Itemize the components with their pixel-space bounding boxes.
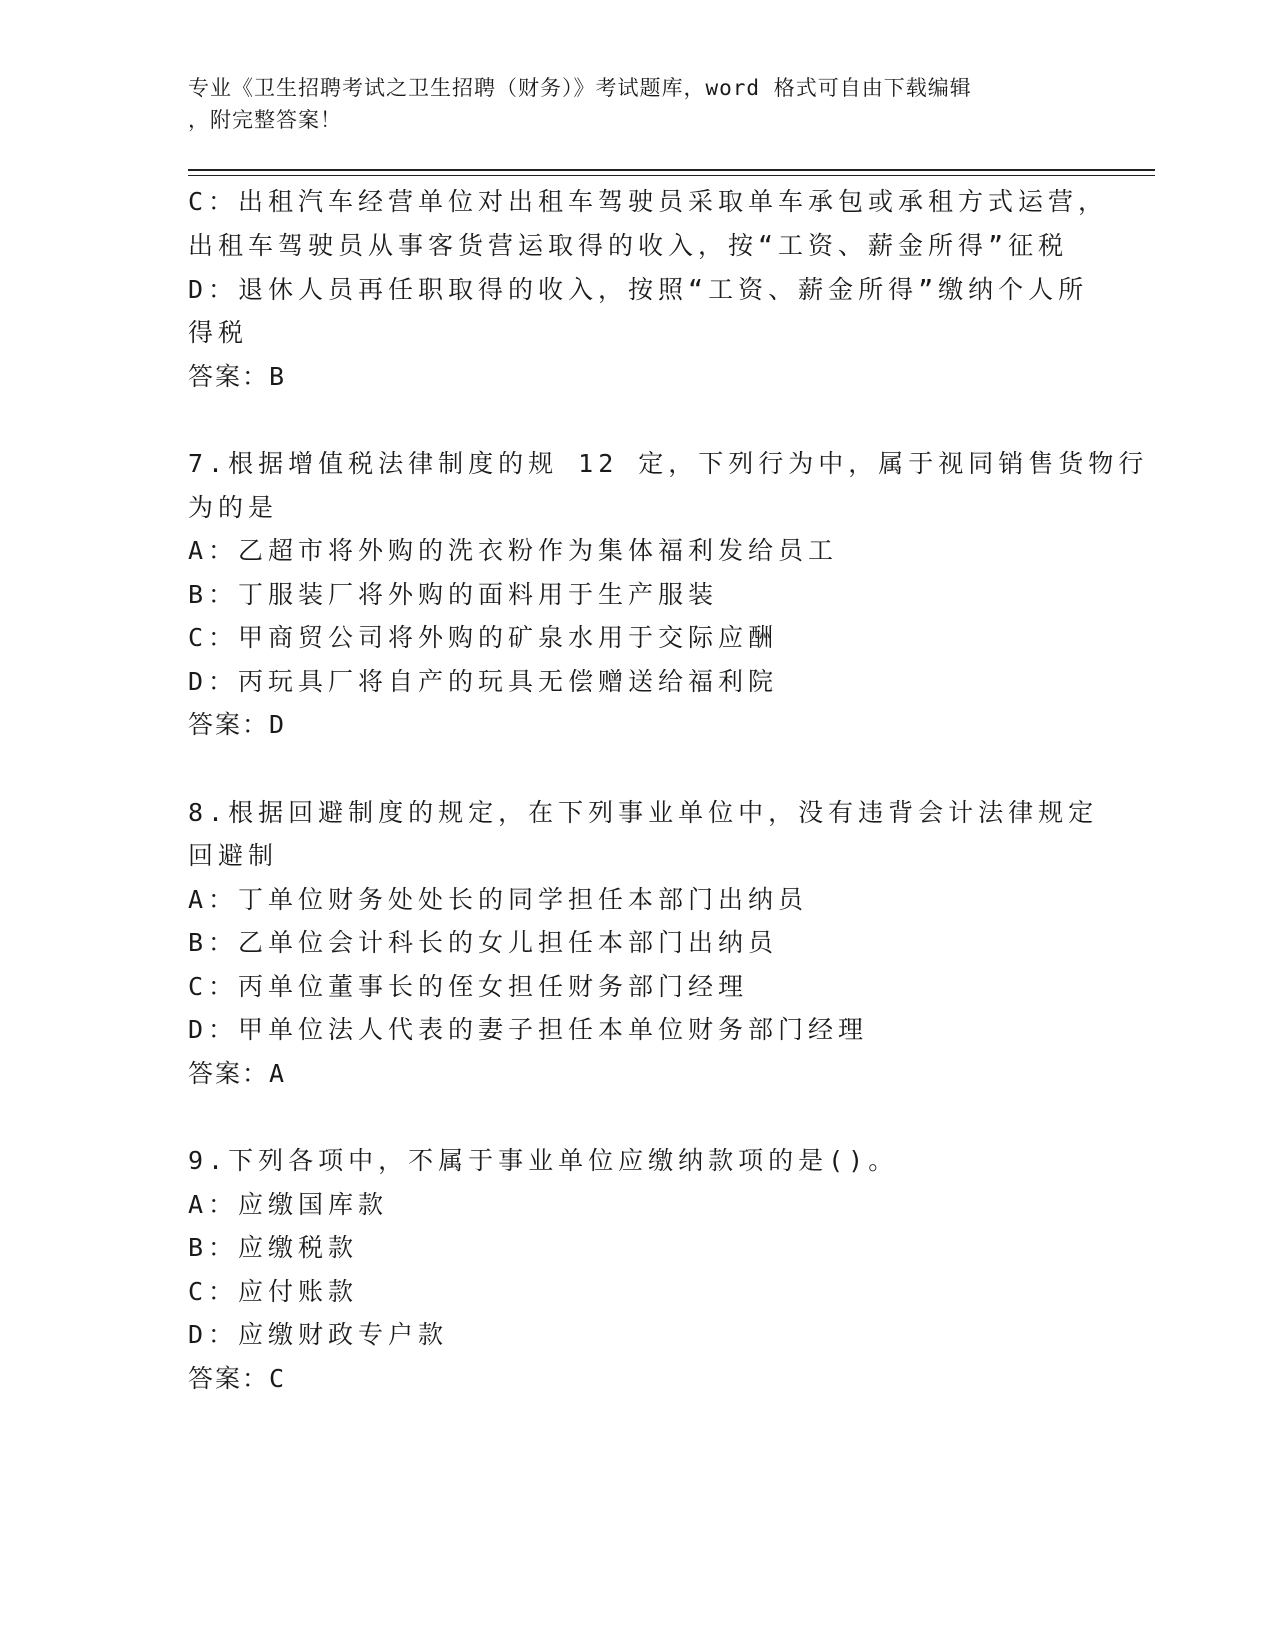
- question-8-option-d: D：甲单位法人代表的妻子担任本单位财务部门经理: [188, 1015, 869, 1044]
- answer-label: 答案：: [188, 1364, 270, 1393]
- question-8-option-b: B：乙单位会计科长的女儿担任本部门出纳员: [188, 928, 779, 957]
- header-title-line-2: ，附完整答案！: [188, 108, 342, 132]
- header-divider-bottom: [188, 175, 1155, 176]
- question-8-answer: [188, 1056, 286, 1092]
- question-8-option-c: C：丙单位董事长的侄女担任财务部门经理: [188, 972, 749, 1001]
- header-divider-top: [188, 169, 1155, 171]
- question-9-option-d: D：应缴财政专户款: [188, 1320, 449, 1349]
- question-9-line-1: 9.下列各项中，不属于事业单位应缴纳款项的是()。: [188, 1146, 899, 1175]
- option-d-line-2: 得税: [188, 318, 249, 347]
- question-9-option-a: A：应缴国库款: [188, 1190, 389, 1219]
- option-c-line-1: C：出租汽车经营单位对出租车驾驶员采取单车承包或承租方式运营，: [188, 187, 1109, 216]
- question-8-line-1: 8.根据回避制度的规定，在下列事业单位中，没有违背会计法律规定: [188, 798, 1099, 827]
- answer-label: 答案：: [188, 710, 270, 739]
- answer-value: D: [269, 710, 287, 739]
- question-8-line-2: 回避制: [188, 841, 279, 870]
- answer-line: [188, 359, 286, 395]
- header-title-line-1: 专业《卫生招聘考试之卫生招聘（财务）》考试题库，word 格式可自由下载编辑: [188, 76, 972, 100]
- option-d-line-1: D：退休人员再任职取得的收入，按照“工资、薪金所得”缴纳个人所: [188, 275, 1089, 304]
- question-7-answer: [188, 707, 286, 743]
- question-7-option-d: D：丙玩具厂将自产的玩具无偿赠送给福利院: [188, 667, 779, 696]
- question-9-answer: [188, 1361, 286, 1397]
- question-9-option-b: B：应缴税款: [188, 1233, 359, 1262]
- answer-label: 答案：: [188, 362, 270, 391]
- question-7-option-a: A：乙超市将外购的洗衣粉作为集体福利发给员工: [188, 536, 839, 565]
- question-7-line-2: 为的是: [188, 493, 279, 522]
- question-8-option-a: A：丁单位财务处处长的同学担任本部门出纳员: [188, 885, 809, 914]
- answer-value: A: [269, 1059, 287, 1088]
- question-7-line-1: 7.根据增值税法律制度的规 12 定，下列行为中，属于视同销售货物行: [188, 449, 1149, 478]
- option-c-line-2: 出租车驾驶员从事客货营运取得的收入，按“工资、薪金所得”征税: [188, 231, 1069, 260]
- answer-value: B: [269, 362, 287, 391]
- question-7-option-c: C：甲商贸公司将外购的矿泉水用于交际应酬: [188, 623, 779, 652]
- question-7-option-b: B：丁服装厂将外购的面料用于生产服装: [188, 580, 719, 609]
- answer-value: C: [269, 1364, 287, 1393]
- answer-label: 答案：: [188, 1059, 270, 1088]
- question-9-option-c: C：应付账款: [188, 1277, 359, 1306]
